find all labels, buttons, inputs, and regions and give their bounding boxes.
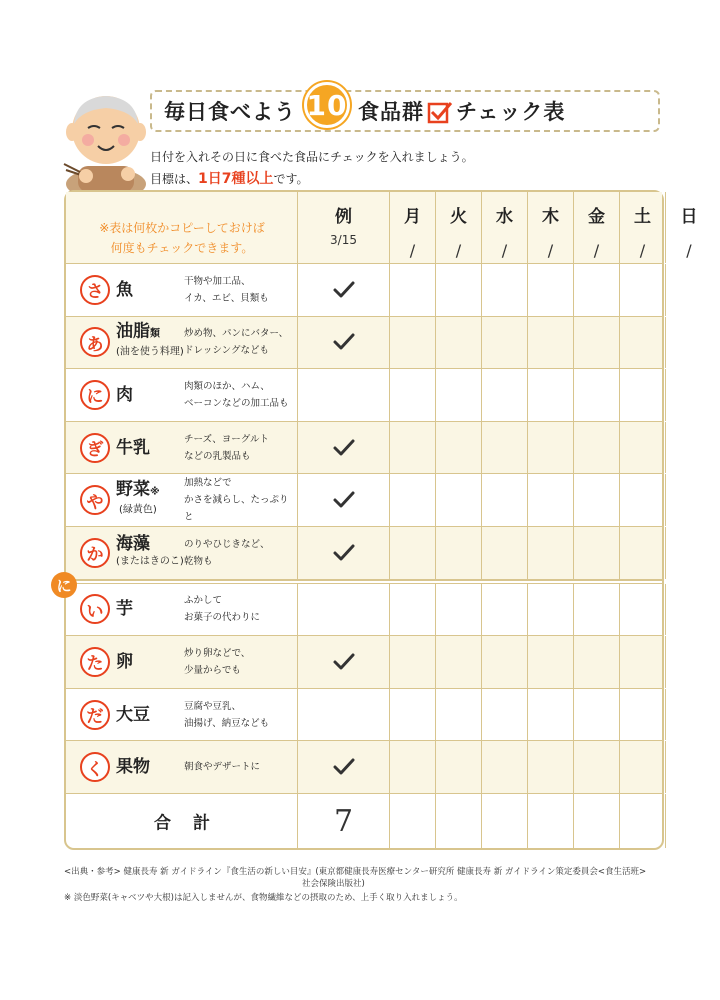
total-cell[interactable]	[390, 794, 436, 848]
check-cell[interactable]	[528, 317, 574, 369]
food-initial-badge: や	[80, 485, 110, 515]
check-cell[interactable]	[390, 689, 436, 741]
food-description	[184, 592, 260, 626]
desc-line-2: お菓子の代わりに	[184, 612, 261, 624]
header-row	[66, 192, 698, 264]
check-mark-icon	[333, 544, 355, 562]
total-cell[interactable]	[666, 794, 712, 848]
title-prefix: 毎日食べよう	[164, 100, 296, 124]
check-cell[interactable]	[666, 422, 712, 474]
total-cell[interactable]	[482, 794, 528, 848]
food-name: 果物	[116, 757, 150, 778]
total-label-cell	[66, 794, 298, 848]
check-table	[64, 190, 698, 850]
goal-suffix: です。	[273, 172, 309, 186]
total-cell[interactable]	[620, 794, 666, 848]
check-cell[interactable]	[436, 636, 482, 688]
checkbox-check-icon	[428, 101, 452, 123]
food-label-cell	[66, 474, 298, 526]
day-header-1	[390, 192, 436, 263]
check-cell[interactable]	[390, 264, 436, 316]
food-description	[184, 325, 288, 359]
food-description	[184, 378, 289, 412]
check-cell[interactable]	[620, 741, 666, 793]
check-cell[interactable]	[574, 369, 620, 421]
check-cell[interactable]	[390, 741, 436, 793]
check-cell[interactable]	[620, 264, 666, 316]
food-initial-badge: だ	[80, 700, 110, 730]
goal-text	[150, 168, 309, 188]
food-label-cell	[66, 741, 298, 793]
food-label-cell	[66, 527, 298, 579]
page-title	[150, 90, 660, 132]
check-cell[interactable]	[436, 741, 482, 793]
food-initial-badge: く	[80, 752, 110, 782]
day-header-6	[620, 192, 666, 263]
food-label-cell	[66, 689, 298, 741]
food-group	[116, 600, 133, 618]
desc-line-1: 朝食やデザートに	[184, 761, 261, 773]
check-mark-icon	[333, 758, 355, 776]
desc-line-2: イカ、エビ、貝類も	[184, 292, 269, 304]
date-slot[interactable]: /	[639, 241, 646, 260]
food-label-cell	[66, 264, 298, 316]
example-total-cell	[298, 794, 390, 848]
check-cell[interactable]	[436, 584, 482, 636]
check-cell[interactable]	[436, 264, 482, 316]
day-header-3	[482, 192, 528, 263]
food-description	[184, 645, 250, 679]
food-initial-badge: た	[80, 647, 110, 677]
check-cell[interactable]	[482, 741, 528, 793]
day-label: 日	[680, 207, 698, 227]
title-number: 10	[304, 82, 350, 128]
check-cell[interactable]	[528, 474, 574, 526]
food-subnote: (緑黄色)	[118, 504, 157, 516]
food-initial-badge: ぎ	[80, 433, 110, 463]
check-cell[interactable]	[666, 689, 712, 741]
food-label-cell	[66, 369, 298, 421]
total-cell[interactable]	[528, 794, 574, 848]
desc-line-1: 豆腐や豆乳、	[184, 700, 242, 712]
day-label: 火	[450, 207, 467, 227]
check-mark-icon	[333, 281, 355, 299]
food-description	[184, 431, 269, 465]
date-slot[interactable]: /	[455, 241, 462, 260]
check-cell[interactable]	[390, 369, 436, 421]
goal-highlight: 1日7種以上	[198, 171, 274, 187]
desc-line-2: 少量からでも	[184, 664, 241, 676]
food-initial-badge: い	[80, 594, 110, 624]
check-cell[interactable]	[390, 422, 436, 474]
example-cell	[298, 369, 390, 421]
day-label: 金	[588, 207, 605, 227]
check-cell[interactable]	[574, 527, 620, 579]
day-header-5	[574, 192, 620, 263]
day-label: 水	[496, 207, 513, 227]
example-cell	[298, 689, 390, 741]
check-cell[interactable]	[390, 636, 436, 688]
instruction-text: 日付を入れその日に食べた食品にチェックを入れましょう。	[150, 150, 474, 164]
check-cell[interactable]	[620, 636, 666, 688]
check-cell[interactable]	[528, 741, 574, 793]
check-cell[interactable]	[620, 474, 666, 526]
check-cell[interactable]	[482, 584, 528, 636]
check-mark-icon	[333, 333, 355, 351]
check-cell[interactable]	[574, 474, 620, 526]
check-cell[interactable]	[574, 741, 620, 793]
food-name: 牛乳	[116, 437, 150, 458]
food-label-cell	[66, 422, 298, 474]
check-cell[interactable]	[666, 584, 712, 636]
desc-line-2: ベーコンなどの加工品も	[184, 397, 289, 409]
day-header-2	[436, 192, 482, 263]
food-label-cell	[66, 584, 298, 636]
check-cell[interactable]	[482, 527, 528, 579]
check-mark-icon	[333, 491, 355, 509]
total-row	[66, 794, 662, 848]
food-name: 大豆	[116, 704, 150, 725]
example-cell	[298, 422, 390, 474]
food-row	[66, 264, 662, 317]
food-description	[184, 698, 269, 732]
desc-line-1: 干物や加工品、	[184, 275, 251, 287]
desc-line-1: 加熱などで	[184, 477, 232, 489]
check-mark-icon	[333, 653, 355, 671]
desc-line-2: 油揚げ、納豆なども	[184, 717, 270, 729]
food-description	[184, 536, 270, 570]
food-name: 野菜	[116, 479, 150, 500]
example-total-value: 7	[333, 803, 354, 839]
food-initial-badge: あ	[80, 327, 110, 357]
check-cell[interactable]	[666, 527, 712, 579]
check-cell[interactable]	[574, 422, 620, 474]
check-cell[interactable]	[436, 422, 482, 474]
food-name: 油脂	[116, 321, 150, 342]
note-line-2: 何度もチェックできます。	[110, 241, 254, 255]
desc-line-1: 炒り卵などで、	[184, 647, 251, 659]
check-cell[interactable]	[436, 689, 482, 741]
check-cell[interactable]	[620, 689, 666, 741]
food-group	[116, 758, 150, 776]
check-cell[interactable]	[620, 584, 666, 636]
desc-line-1: ふかして	[184, 595, 223, 607]
check-cell[interactable]	[528, 527, 574, 579]
desc-line-2: かさを減らし、たっぷりと	[184, 494, 289, 523]
food-group	[116, 535, 184, 571]
food-group	[116, 653, 133, 671]
desc-line-1: のりやひじきなど、	[184, 538, 270, 550]
example-cell	[298, 527, 390, 579]
check-cell[interactable]	[390, 584, 436, 636]
check-cell[interactable]	[620, 422, 666, 474]
header-note-cell	[66, 192, 298, 263]
check-cell[interactable]	[390, 474, 436, 526]
food-row	[66, 474, 662, 527]
desc-line-2: 乾物も	[184, 555, 213, 567]
food-tag: ※	[150, 486, 160, 498]
check-cell[interactable]	[620, 369, 666, 421]
check-cell[interactable]	[390, 527, 436, 579]
check-cell[interactable]	[574, 689, 620, 741]
table-grid	[66, 192, 698, 848]
date-slot[interactable]: /	[501, 241, 508, 260]
check-cell[interactable]	[666, 636, 712, 688]
food-row	[66, 369, 662, 422]
day-header-4	[528, 192, 574, 263]
example-cell	[298, 264, 390, 316]
check-cell[interactable]	[482, 317, 528, 369]
day-label: 月	[404, 207, 421, 227]
check-cell[interactable]	[528, 422, 574, 474]
check-cell[interactable]	[436, 474, 482, 526]
food-initial-badge: さ	[80, 275, 110, 305]
food-label-cell	[66, 317, 298, 369]
food-tag: 類	[150, 328, 160, 340]
check-cell[interactable]	[436, 527, 482, 579]
food-name: 卵	[116, 651, 133, 672]
total-cell[interactable]	[436, 794, 482, 848]
check-cell[interactable]	[574, 636, 620, 688]
check-cell[interactable]	[528, 584, 574, 636]
desc-line-1: 炒め物、パンにバター、	[184, 328, 289, 340]
goal-prefix: 目標は、	[150, 172, 199, 186]
check-cell[interactable]	[528, 369, 574, 421]
food-group	[116, 281, 133, 299]
food-description	[184, 475, 297, 526]
grandpa-illustration	[58, 84, 154, 194]
food-name: 芋	[116, 599, 133, 620]
check-cell[interactable]	[482, 636, 528, 688]
check-cell[interactable]	[436, 369, 482, 421]
food-name: 海藻	[116, 533, 150, 554]
food-row	[66, 317, 662, 370]
food-row	[66, 422, 662, 475]
note-line-1: ※表は何枚かコピーしておけば	[99, 221, 265, 235]
check-cell[interactable]	[666, 474, 712, 526]
food-group	[116, 386, 133, 404]
date-slot[interactable]: /	[593, 241, 600, 260]
example-cell	[298, 741, 390, 793]
check-cell[interactable]	[482, 474, 528, 526]
food-group	[116, 481, 160, 520]
day-label: 土	[634, 207, 651, 227]
food-label-cell	[66, 636, 298, 688]
check-cell[interactable]	[482, 689, 528, 741]
check-cell[interactable]	[666, 317, 712, 369]
check-cell[interactable]	[574, 264, 620, 316]
food-subnote: (油を使う料理)	[116, 346, 184, 358]
check-cell[interactable]	[390, 317, 436, 369]
footnote: ※ 淡色野菜(キャベツや大根)は記入しませんが、食物繊維などの摂取のため、上手く取り入れましょう。	[64, 893, 463, 903]
check-cell[interactable]	[574, 317, 620, 369]
day-header-7	[666, 192, 712, 263]
date-slot[interactable]: /	[409, 241, 416, 260]
check-cell[interactable]	[620, 527, 666, 579]
check-cell[interactable]	[666, 264, 712, 316]
food-group	[116, 439, 150, 457]
day-label: 木	[542, 207, 559, 227]
source-citation-cont: 社会保険出版社)	[302, 879, 365, 889]
desc-line-2: などの乳製品も	[184, 450, 251, 462]
example-cell	[298, 317, 390, 369]
check-mark-icon	[333, 439, 355, 457]
check-cell[interactable]	[620, 317, 666, 369]
example-cell	[298, 474, 390, 526]
check-cell[interactable]	[574, 584, 620, 636]
desc-line-1: チーズ、ヨーグルト	[184, 433, 270, 445]
food-row	[66, 741, 662, 794]
check-cell[interactable]	[666, 741, 712, 793]
food-name: 肉	[116, 384, 133, 405]
check-cell[interactable]	[528, 264, 574, 316]
title-middle: 食品群	[358, 100, 424, 124]
food-initial-badge: か	[80, 538, 110, 568]
total-label: 合計	[154, 813, 232, 834]
check-cell[interactable]	[436, 317, 482, 369]
example-date: 3/15	[330, 233, 357, 247]
check-cell[interactable]	[528, 636, 574, 688]
example-label: 例	[335, 207, 352, 227]
example-cell	[298, 636, 390, 688]
check-cell[interactable]	[482, 422, 528, 474]
desc-line-1: 肉類のほか、ハム、	[184, 380, 270, 392]
total-cell[interactable]	[574, 794, 620, 848]
divider-badge: に	[51, 572, 77, 598]
date-slot[interactable]: /	[547, 241, 554, 260]
check-cell[interactable]	[482, 264, 528, 316]
food-group	[116, 323, 184, 362]
section-divider	[66, 580, 662, 584]
food-row	[66, 689, 662, 742]
food-row	[66, 527, 662, 580]
food-initial-badge: に	[80, 380, 110, 410]
food-row	[66, 636, 662, 689]
check-cell[interactable]	[528, 689, 574, 741]
date-slot[interactable]: /	[686, 241, 692, 260]
example-cell	[298, 584, 390, 636]
food-group	[116, 706, 150, 724]
title-suffix: チェック表	[456, 100, 566, 124]
source-citation: <出典・参考> 健康長寿 新 ガイドライン『食生活の新しい目安』(東京都健康長寿医療センター研究所 健康長寿 新 ガイドライン策定委員会<食生活班>	[64, 867, 647, 877]
check-cell[interactable]	[666, 369, 712, 421]
food-description	[184, 273, 269, 307]
example-column-header	[298, 192, 390, 263]
food-name: 魚	[116, 279, 133, 300]
check-cell[interactable]	[482, 369, 528, 421]
copy-note	[66, 218, 298, 258]
food-subnote: (またはきのこ)	[116, 555, 184, 567]
desc-line-2: ドレッシングなども	[184, 345, 269, 357]
food-description	[184, 759, 260, 776]
food-row	[66, 584, 662, 637]
